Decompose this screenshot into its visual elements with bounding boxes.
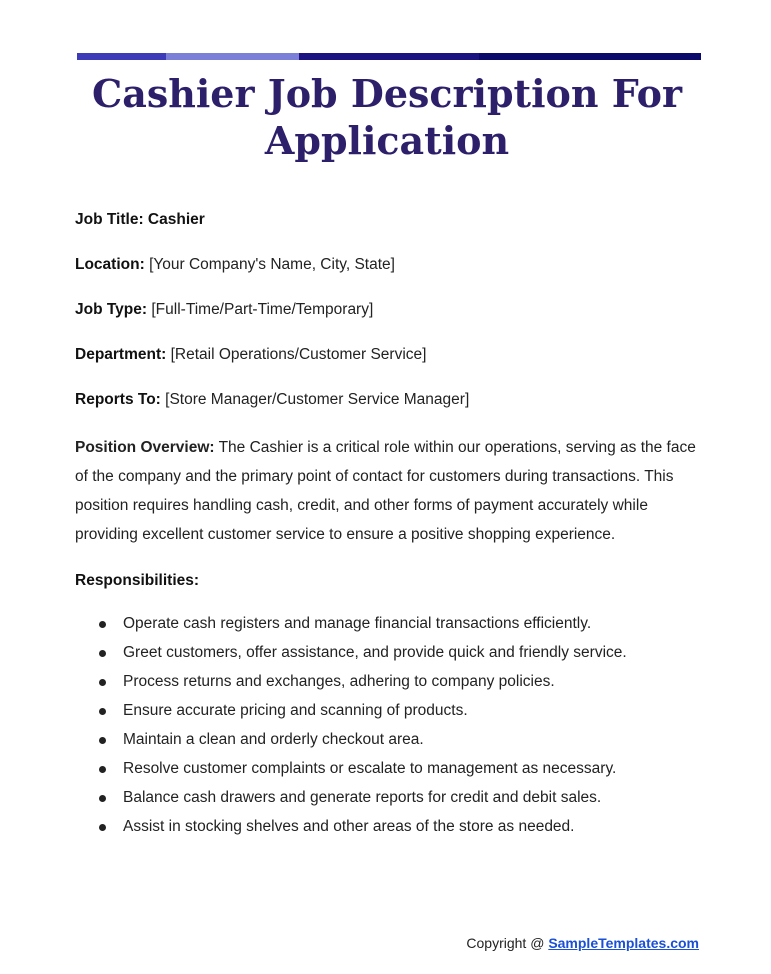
bullet-icon bbox=[99, 708, 106, 715]
bullet-icon bbox=[99, 650, 106, 657]
field-label: Location: bbox=[75, 256, 145, 273]
document-body bbox=[75, 208, 705, 841]
list-item bbox=[75, 667, 705, 696]
list-item-text: Ensure accurate pricing and scanning of products. bbox=[123, 702, 468, 719]
bullet-icon bbox=[99, 795, 106, 802]
field-value: [Retail Operations/Customer Service] bbox=[170, 346, 427, 363]
field-label: Job Type: bbox=[75, 301, 148, 318]
color-bar-segment bbox=[479, 53, 701, 60]
list-item bbox=[75, 754, 705, 783]
field-label: Department: bbox=[75, 346, 167, 363]
bullet-icon bbox=[99, 679, 106, 686]
position-overview bbox=[75, 433, 705, 549]
list-item bbox=[75, 783, 705, 812]
field-job-title bbox=[75, 208, 705, 231]
bullet-icon bbox=[99, 621, 106, 628]
list-item-text: Maintain a clean and orderly checkout area. bbox=[123, 731, 424, 748]
copyright-text: Copyright @ bbox=[466, 935, 545, 951]
field-reports-to bbox=[75, 388, 705, 411]
list-item-text: Assist in stocking shelves and other areas of the store as needed. bbox=[123, 818, 575, 835]
list-item bbox=[75, 696, 705, 725]
bullet-icon bbox=[99, 737, 106, 744]
field-label: Job Title: Cashier bbox=[75, 211, 205, 228]
header-color-bar bbox=[77, 53, 701, 60]
list-item bbox=[75, 725, 705, 754]
sampletemplates-link[interactable]: SampleTemplates.com bbox=[548, 935, 699, 951]
field-job-type bbox=[75, 298, 705, 321]
field-label: Reports To: bbox=[75, 391, 161, 408]
field-value: [Your Company's Name, City, State] bbox=[149, 256, 395, 273]
list-item-text: Balance cash drawers and generate reports for credit and debit sales. bbox=[123, 789, 602, 806]
field-location bbox=[75, 253, 705, 276]
footer-copyright bbox=[466, 935, 699, 951]
list-item bbox=[75, 812, 705, 841]
color-bar-segment bbox=[77, 53, 166, 60]
color-bar-segment bbox=[166, 53, 299, 60]
field-value: [Store Manager/Customer Service Manager] bbox=[165, 391, 470, 408]
responsibilities-list bbox=[75, 609, 705, 841]
overview-label: Position Overview: bbox=[75, 439, 215, 456]
list-item-text: Greet customers, offer assistance, and provide quick and friendly service. bbox=[123, 644, 627, 661]
color-bar-segment bbox=[299, 53, 479, 60]
bullet-icon bbox=[99, 766, 106, 773]
list-item bbox=[75, 609, 705, 638]
list-item bbox=[75, 638, 705, 667]
responsibilities-heading: Responsibilities: bbox=[75, 572, 200, 589]
list-item-text: Operate cash registers and manage financial transactions efficiently. bbox=[123, 615, 592, 632]
list-item-text: Resolve customer complaints or escalate to management as necessary. bbox=[123, 760, 617, 777]
overview-text: The Cashier is a critical role within our operations, serving as the face of the company and the primary point of contact for customers during transactions. This position requires handling cash, credit, and other forms of payment accurately while providing excellent customer service to ensure a positive shopping experience. bbox=[75, 439, 696, 543]
list-item-text: Process returns and exchanges, adhering to company policies. bbox=[123, 673, 555, 690]
page-title: Cashier Job Description For Application bbox=[91, 71, 683, 163]
bullet-icon bbox=[99, 824, 106, 831]
field-department bbox=[75, 343, 705, 366]
field-value: [Full-Time/Part-Time/Temporary] bbox=[151, 301, 374, 318]
